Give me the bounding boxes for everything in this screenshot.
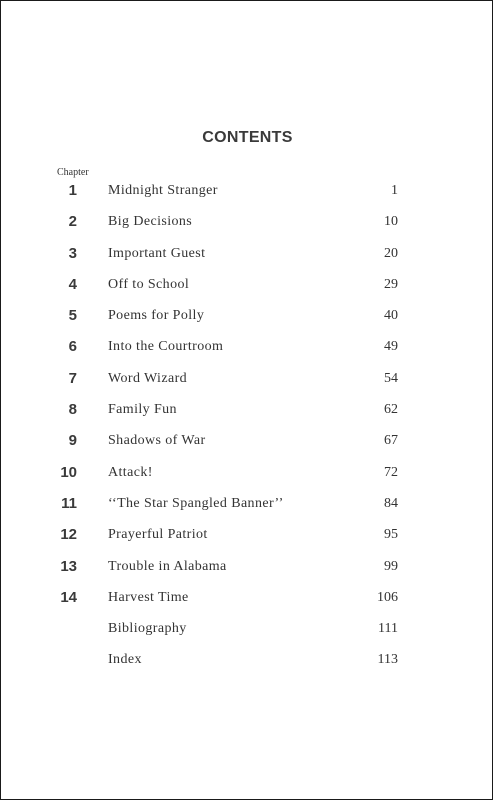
- toc-entry: [1, 398, 493, 429]
- page-number: 84: [384, 495, 398, 511]
- chapter-number: 8: [68, 401, 77, 419]
- chapter-number: 13: [60, 557, 77, 575]
- page-number: 111: [378, 621, 398, 637]
- toc-entry: [1, 461, 493, 492]
- section-title: Bibliography: [108, 621, 187, 637]
- chapter-title: Word Wizard: [108, 370, 188, 386]
- page-number: 113: [377, 652, 398, 668]
- section-title: Index: [108, 652, 142, 668]
- page-number: 62: [384, 402, 398, 418]
- page-number: 72: [384, 464, 398, 480]
- chapter-number: 12: [60, 526, 77, 544]
- chapter-title: Shadows of War: [108, 433, 206, 449]
- chapter-number: 4: [68, 275, 77, 293]
- chapter-column-label: Chapter: [57, 167, 89, 178]
- page-number: 1: [391, 183, 398, 198]
- toc-entry: [1, 648, 493, 679]
- chapter-title: Family Fun: [108, 402, 177, 418]
- page-number: 95: [384, 527, 398, 543]
- chapter-number: 3: [68, 244, 77, 262]
- chapter-number: 6: [68, 338, 77, 356]
- toc-entry: [1, 367, 493, 398]
- chapter-title: Prayerful Patriot: [108, 527, 208, 543]
- toc-entry: [1, 492, 493, 523]
- toc-entry: [1, 429, 493, 460]
- toc-entry: [1, 273, 493, 304]
- chapter-title: Midnight Stranger: [108, 183, 218, 198]
- toc-entry: [1, 304, 493, 335]
- chapter-number: 11: [61, 494, 77, 512]
- chapter-number: 14: [60, 588, 77, 606]
- chapter-title: Trouble in Alabama: [108, 558, 227, 574]
- chapter-number: 9: [68, 432, 77, 450]
- page-number: 29: [384, 276, 398, 292]
- chapter-number: 5: [68, 307, 77, 325]
- toc-entry: [1, 335, 493, 366]
- page-number: 106: [377, 589, 398, 605]
- page-number: 54: [384, 370, 398, 386]
- table-of-contents: [1, 179, 493, 680]
- toc-entry: [1, 617, 493, 648]
- page-number: 67: [384, 433, 398, 449]
- chapter-number: 2: [68, 213, 77, 231]
- chapter-title: Into the Courtroom: [108, 339, 224, 355]
- chapter-title: Off to School: [108, 276, 190, 292]
- page-number: 10: [384, 214, 398, 230]
- toc-entry: [1, 555, 493, 586]
- chapter-number: 7: [68, 369, 77, 387]
- toc-entry: [1, 523, 493, 554]
- chapter-title: Important Guest: [108, 245, 206, 261]
- toc-entry: [1, 210, 493, 241]
- chapter-title: Big Decisions: [108, 214, 193, 230]
- toc-entry: [1, 586, 493, 617]
- chapter-title: Poems for Polly: [108, 308, 205, 324]
- chapter-number: 10: [60, 463, 77, 481]
- page-number: 49: [384, 339, 398, 355]
- chapter-number: 1: [68, 182, 77, 199]
- toc-entry: [1, 242, 493, 273]
- page-number: 99: [384, 558, 398, 574]
- chapter-title: Attack!: [108, 464, 153, 480]
- page-number: 20: [384, 245, 398, 261]
- chapter-title: Harvest Time: [108, 589, 189, 605]
- contents-heading: CONTENTS: [202, 129, 293, 146]
- page-number: 40: [384, 308, 398, 324]
- chapter-title: ‘‘The Star Spangled Banner’’: [108, 495, 284, 511]
- toc-entry: [1, 179, 493, 210]
